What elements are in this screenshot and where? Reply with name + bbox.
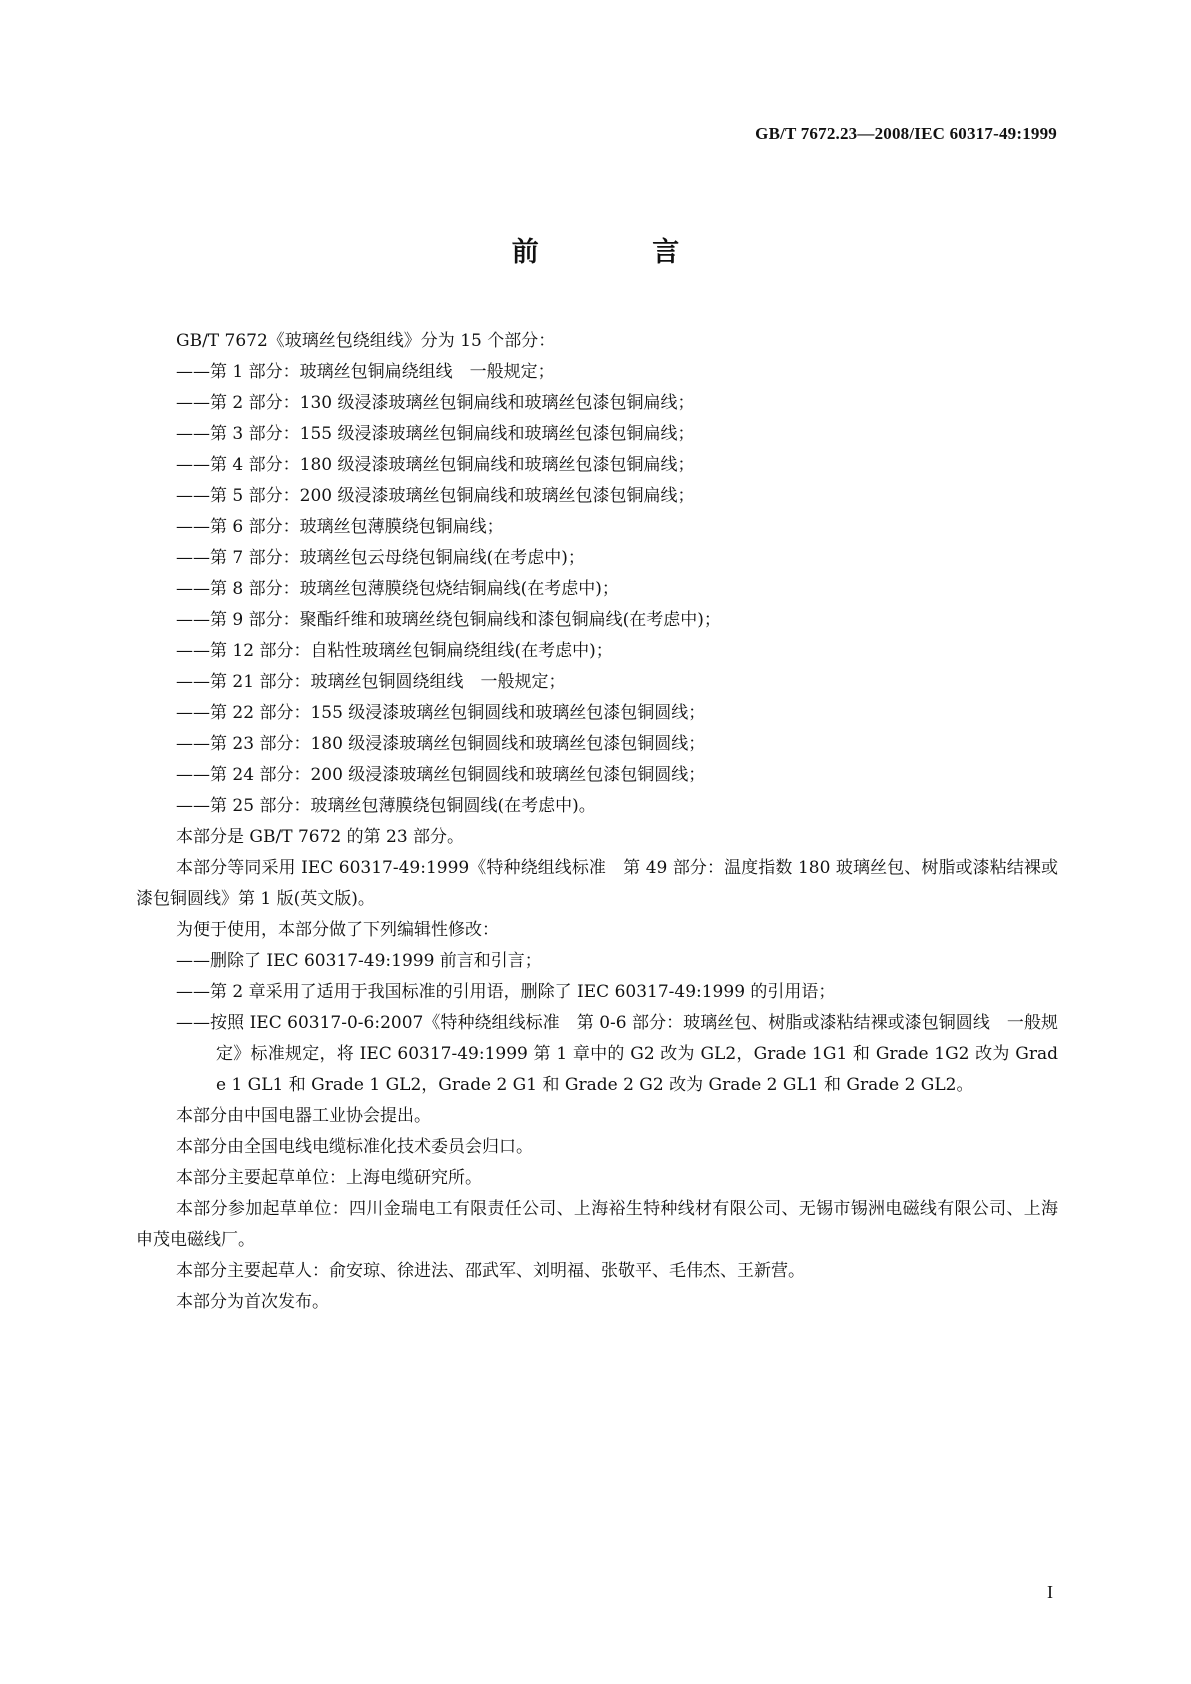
part-item: ——第 8 部分：玻璃丝包薄膜绕包烧结铜扁线(在考虑中)；: [176, 579, 619, 599]
participating-units: 本部分参加起草单位：四川金瑞电工有限责任公司、上海裕生特种线材有限公司、无锡市锡洲电磁线有限公司、上海申茂电磁线厂。: [136, 1199, 1058, 1250]
part-item: ——第 25 部分：玻璃丝包薄膜绕包铜圆线(在考虑中)。: [176, 796, 596, 816]
first-release: 本部分为首次发布。: [176, 1292, 329, 1312]
main-drafter-unit: 本部分主要起草单位：上海电缆研究所。: [176, 1168, 482, 1188]
adoption-statement: 本部分等同采用 IEC 60317-49:1999《特种绕组线标准 第 49 部分：温度指数 180 玻璃丝包、树脂或漆粘结裸或漆包铜圆线》第 1 版(英文版)。: [136, 858, 1058, 909]
centralized-by: 本部分由全国电线电缆标准化技术委员会归口。: [176, 1137, 533, 1157]
main-drafters: 本部分主要起草人：俞安琼、徐进法、邵武军、刘明福、张敬平、毛伟杰、王新营。: [176, 1261, 805, 1281]
foreword-body: [136, 326, 1058, 1318]
edit-intro: 为便于使用，本部分做了下列编辑性修改：: [176, 920, 499, 940]
parts-intro: GB/T 7672《玻璃丝包绕组线》分为 15 个部分：: [176, 331, 556, 351]
part-item: ——第 3 部分：155 级浸漆玻璃丝包铜扁线和玻璃丝包漆包铜扁线；: [176, 424, 695, 444]
part-item: ——第 23 部分：180 级浸漆玻璃丝包铜圆线和玻璃丝包漆包铜圆线；: [176, 734, 706, 754]
part-item: ——第 2 部分：130 级浸漆玻璃丝包铜扁线和玻璃丝包漆包铜扁线；: [176, 393, 695, 413]
edit-item: ——第 2 章采用了适用于我国标准的引用语，删除了 IEC 60317-49:1999 的引用语；: [176, 982, 836, 1002]
part-item: ——第 21 部分：玻璃丝包铜圆绕组线 一般规定；: [176, 672, 566, 692]
page-number: I: [1047, 1582, 1053, 1602]
part-item: ——第 24 部分：200 级浸漆玻璃丝包铜圆线和玻璃丝包漆包铜圆线；: [176, 765, 706, 785]
part-item: ——第 6 部分：玻璃丝包薄膜绕包铜扁线；: [176, 517, 504, 537]
part-item: ——第 22 部分：155 级浸漆玻璃丝包铜圆线和玻璃丝包漆包铜圆线；: [176, 703, 706, 723]
proposed-by: 本部分由中国电器工业协会提出。: [176, 1106, 431, 1126]
part-item: ——第 12 部分：自粘性玻璃丝包铜扁绕组线(在考虑中)；: [176, 641, 613, 661]
part-item: ——第 7 部分：玻璃丝包云母绕包铜扁线(在考虑中)；: [176, 548, 585, 568]
this-part-statement: 本部分是 GB/T 7672 的第 23 部分。: [176, 827, 465, 847]
part-item: ——第 5 部分：200 级浸漆玻璃丝包铜扁线和玻璃丝包漆包铜扁线；: [176, 486, 695, 506]
edit-item: ——删除了 IEC 60317-49:1999 前言和引言；: [176, 951, 542, 971]
page-title: 前 言: [511, 237, 732, 268]
part-item: ——第 9 部分：聚酯纤维和玻璃丝绕包铜扁线和漆包铜扁线(在考虑中)；: [176, 610, 721, 630]
standard-code: GB/T 7672.23—2008/IEC 60317-49:1999: [755, 124, 1057, 143]
part-item: ——第 4 部分：180 级浸漆玻璃丝包铜扁线和玻璃丝包漆包铜扁线；: [176, 455, 695, 475]
edit-item: ——按照 IEC 60317-0-6:2007《特种绕组线标准 第 0-6 部分：玻璃丝包、树脂或漆粘结裸或漆包铜圆线 一般规定》标准规定，将 IEC 60317-49:1999 第 1 章中的 G2 改为 GL2，Grade 1G1 和 Grade 1G2 改为 Grade 1 GL1 和 Grade 1 GL2，Grade 2 G1 和 Grade 2 G2 改为 Grade 2 GL1 和 Grade 2 GL2。: [176, 1013, 1058, 1095]
part-item: ——第 1 部分：玻璃丝包铜扁绕组线 一般规定；: [176, 362, 555, 382]
